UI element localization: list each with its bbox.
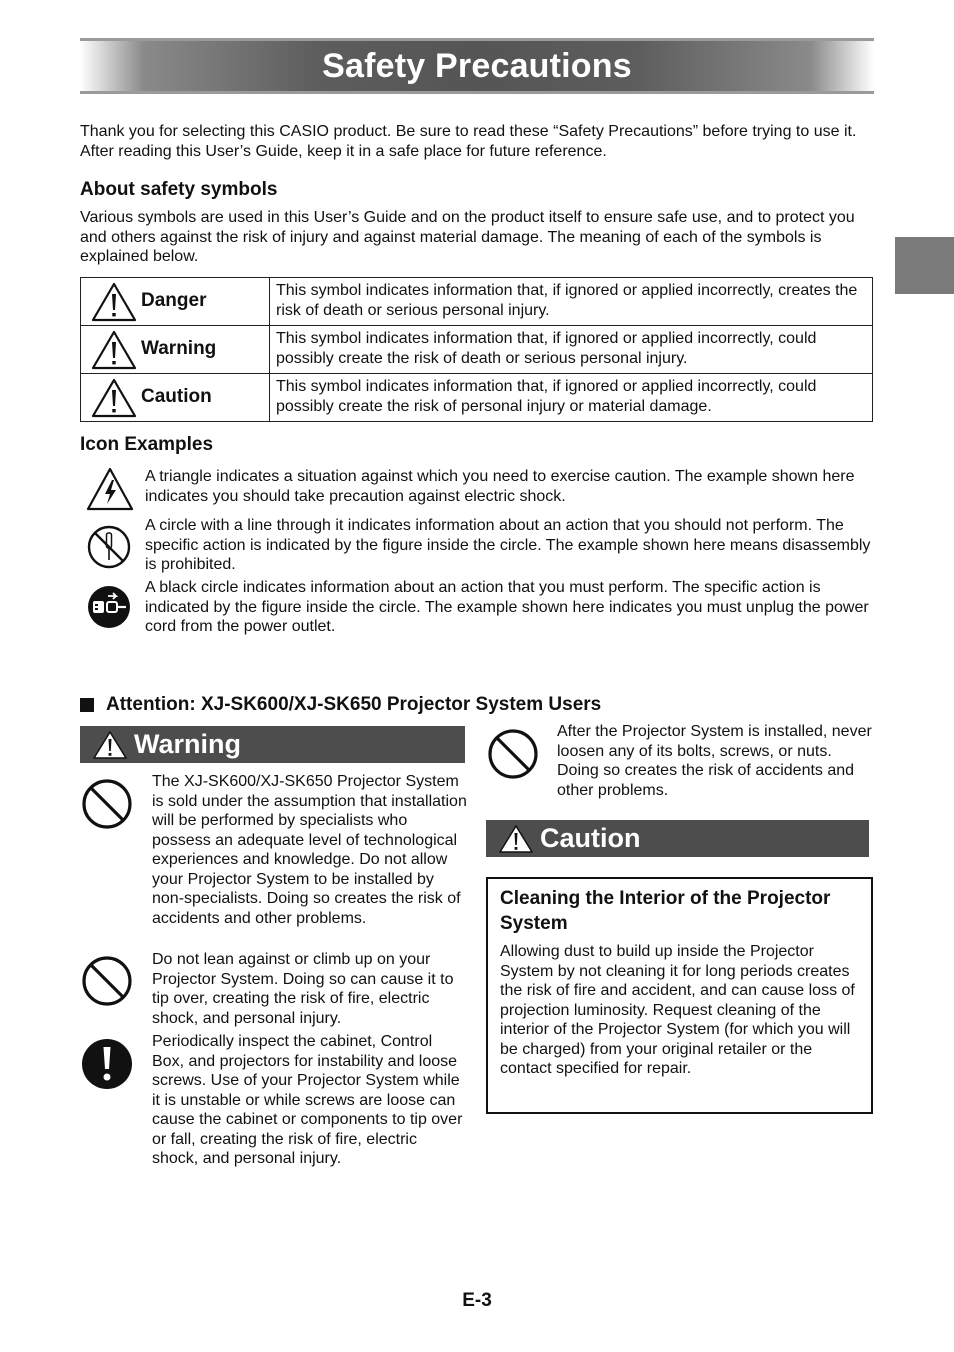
icon-example-item [80, 467, 875, 515]
warning-item-text: Periodically inspect the cabinet, Control Box, and projectors for instability and loose screws. Use of your Projector System while it is unstable or while screws are loose can cause the cabinet or components to tip over or fall, creating the risk of fire, electric shock, and personal injury. [152, 1033, 463, 1167]
warning-triangle-icon [91, 282, 137, 322]
warning-bar-label: Warning [134, 729, 241, 759]
intro-text: Thank you for selecting this CASIO product. Be sure to read these “Safety Precautions” before trying to use it. After reading this User’s Guide, keep it in a safe place for future reference. [80, 123, 857, 160]
danger-label: Danger [141, 290, 207, 311]
mandatory-exclamation-icon [81, 1038, 133, 1090]
table-row [81, 278, 873, 326]
icon-example-item [80, 578, 875, 638]
caution-label-cell [81, 374, 270, 422]
prohibited-icon [81, 778, 133, 830]
page-number: E-3 [462, 1290, 492, 1311]
cleaning-text: Allowing dust to build up inside the Projector System by not cleaning it for long periods creates the risk of fire and accident, and can cause loss of projection luminosity. Request cleaning of the interior of the Projector System (for which you will be charged) from your original retailer or the contact specified for repair. [500, 943, 855, 1077]
warning-triangle-icon [91, 378, 137, 418]
warning-triangle-icon [498, 824, 534, 854]
cleaning-heading: Cleaning the Interior of the Projector System [500, 888, 831, 934]
icon-example-text: A circle with a line through it indicates information about an action that you should not perform. The specific action is indicated by the figure inside the circle. The example shown here means disassembly is prohibited. [145, 517, 871, 573]
warning-triangle-icon [91, 330, 137, 370]
page-title: Safety Precautions [322, 46, 632, 85]
warning-item-text: Do not lean against or climb up on your Projector System. Doing so can cause it to tip over, creating the risk of fire, electric shock, and personal injury. [152, 951, 454, 1027]
icon-examples-heading: Icon Examples [80, 434, 214, 455]
cleaning-caution-box [486, 877, 873, 1114]
danger-label-cell [81, 278, 270, 326]
caution-label: Caution [141, 386, 212, 407]
warning-description: This symbol indicates information that, if ignored or applied incorrectly, could possibly create the risk of death or serious personal injury. [270, 326, 873, 374]
attention-heading [80, 694, 601, 716]
prohibited-icon [81, 955, 133, 1007]
warning-item-text: The XJ-SK600/XJ-SK650 Projector System is sold under the assumption that installation will be performed by specialists who possess an adequate level of technological experiences and knowledge. Do not allow your Projector System to be installed by non-specialists. Doing so creates the risk of accidents and other problems. [152, 773, 467, 927]
danger-description: This symbol indicates information that, if ignored or applied incorrectly, creates the risk of death or serious personal injury. [270, 278, 873, 326]
title-bar [80, 38, 874, 94]
unplug-icon [86, 584, 132, 630]
no-disassembly-icon [86, 524, 132, 570]
section-tab-marker [895, 237, 954, 294]
warning-triangle-icon [92, 730, 128, 760]
prohibited-icon [487, 728, 539, 780]
about-heading: About safety symbols [80, 179, 278, 200]
warning-label: Warning [141, 338, 217, 359]
warning-item-text: After the Projector System is installed, never loosen any of its bolts, screws, or nuts. Doing so creates the risk of accidents and other problems. [557, 723, 872, 799]
icon-example-item [80, 516, 875, 574]
caution-bar-label: Caution [540, 823, 641, 853]
caution-description: This symbol indicates information that, if ignored or applied incorrectly, could possibly create the risk of personal injury or material damage. [270, 374, 873, 422]
warning-label-cell [81, 326, 270, 374]
attention-text: Attention: XJ-SK600/XJ-SK650 Projector System Users [106, 694, 602, 715]
icon-example-text: A triangle indicates a situation against which you need to exercise caution. The example shown here indicates you should take precaution against electric shock. [145, 468, 855, 505]
caution-bar [486, 820, 869, 857]
electric-shock-triangle-icon [86, 467, 134, 511]
icon-example-text: A black circle indicates information about an action that you must perform. The specific action is indicated by the figure inside the circle. The example shown here indicates you must unplug the power cord from the power outlet. [145, 579, 869, 635]
symbols-table [80, 277, 873, 422]
square-bullet-icon [80, 698, 94, 712]
table-row [81, 374, 873, 422]
warning-bar [80, 726, 465, 763]
table-row [81, 326, 873, 374]
about-text: Various symbols are used in this User’s Guide and on the product itself to ensure safe use, and to protect you and others against the risk of injury and against material damage. The meaning of each of the symbols is explained below. [80, 209, 855, 265]
